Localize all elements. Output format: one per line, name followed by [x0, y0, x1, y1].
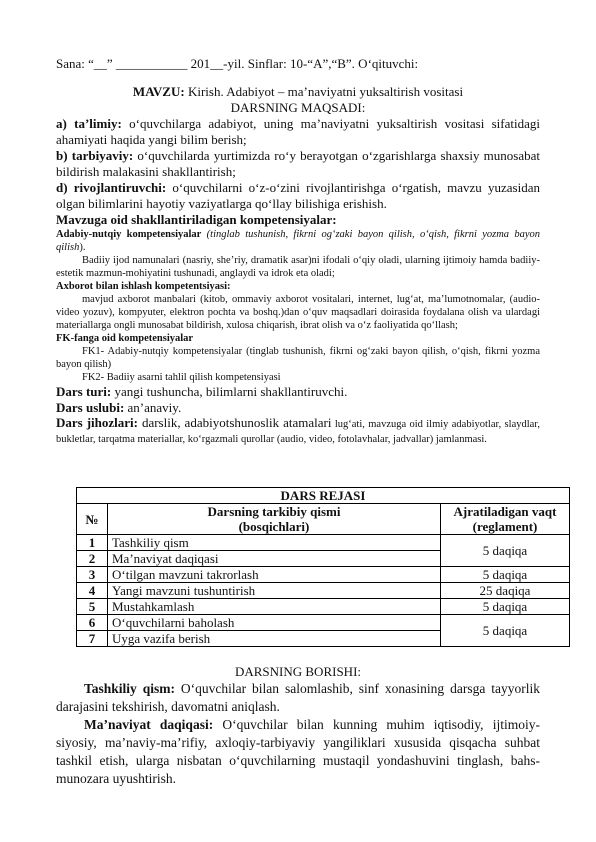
- row-number: 7: [77, 631, 108, 647]
- lesson-type: [56, 384, 540, 400]
- lesson-equipment-text-small: lug‘ati, mavzuga oid ilmiy adabiyotlar, slaydlar, bukletlar, tarqatma materiallar, ko‘rgazmali qurollar (audio, video, fotolavhalar, jadvallar) jamlanmasi.: [56, 419, 541, 445]
- competencies-heading-text: Mavzuga oid shakllantiriladigan kompetensiyalar:: [56, 212, 337, 227]
- literary-competency-text: Badiiy ijod namunalari (nasriy, she’riy, dramatik asar)ni ifodali o‘qiy oladi, ularning ijtimoiy hamda badiiy-estetik mazmun-mohiyatini tushunadi, anglaydi va idrok eta oladi;: [56, 255, 540, 279]
- row-time: 5 daqiqa: [441, 599, 570, 615]
- topic-line: [56, 84, 540, 100]
- literary-competency-end: ).: [79, 242, 86, 253]
- info-competency-label-text: Axborot bilan ishlash kompetentsiyasi:: [56, 281, 231, 292]
- literary-competency-italic: (tinglab tushunish, fikrni og‘zaki bayon qilish, o‘qish, fikrni yozma bayon qilish: [56, 229, 540, 253]
- progress-heading: DARSNING BORISHI:: [234, 664, 362, 679]
- stage-text: O‘quvchilar bilan salomlashib, sinf xonasining darsga tayyorlik darajasini tekshirish, davomatni aniqlash.: [56, 681, 540, 714]
- col-content-header-line1: Darsning tarkibiy qismi: [207, 504, 341, 519]
- stage-label: Ma’naviyat daqiqasi:: [84, 717, 214, 732]
- goal-developing: [56, 180, 540, 212]
- lesson-type-text: yangi tushuncha, bilimlarni shakllantiruvchi.: [111, 384, 348, 399]
- col-content-header: [108, 504, 441, 535]
- row-stage: Ma’naviyat daqiqasi: [108, 551, 441, 567]
- row-time: 5 daqiqa: [441, 567, 570, 583]
- row-stage: Yangi mavzuni tushuntirish: [108, 583, 441, 599]
- col-time-header-line2: (reglament): [472, 519, 538, 534]
- table-row: [77, 583, 570, 599]
- table-row: [77, 615, 570, 631]
- info-competency-text: mavjud axborot manbalari (kitob, ommaviy axborot vositalari, internet, lug‘at, ma’lumotnomalar, (audio-video yozuv), kompyuter, elektron pochta va boshq.)dan o‘quv maqsadlari doirasida foydalana olish va ulardagi materiallarga ongli munosabat bildirish, xulosa chiqarish, ibrat olish va o‘z faoliyatida qo‘llash;: [56, 294, 540, 331]
- header-line: Sana: “__” ___________ 201__-yil. Sinflar: 10-“A”,“B”. O‘qituvchi:: [56, 56, 419, 71]
- goals-heading: DARSNING MAQSADI:: [230, 100, 366, 115]
- col-time-header: [441, 504, 570, 535]
- row-time: 5 daqiqa: [441, 535, 570, 567]
- row-stage: O‘tilgan mavzuni takrorlash: [108, 567, 441, 583]
- goal-label: b) tarbiyaviy:: [56, 148, 134, 163]
- table-row: [77, 535, 570, 551]
- lesson-method-text: an’anaviy.: [124, 400, 182, 415]
- row-number: 4: [77, 583, 108, 599]
- spacer: [56, 72, 540, 84]
- topic-label: MAVZU:: [132, 84, 185, 99]
- row-stage: Tashkiliy qism: [108, 535, 441, 551]
- col-content-header-line2: (bosqichlari): [238, 519, 310, 534]
- stage-text: O‘quvchilar bilan kunning muhim iqtisodiy, ijtimoiy-siyosiy, ma’naviy-ma’rifiy, axloqiy-tarbiyaviy yangiliklari xususida qisqacha suhbat tashkil etish, ularga nisbatan o‘quvchilarning mustaqil yondashuvini tinglash, bahs-munozara uyushtirish.: [56, 717, 540, 786]
- row-number: 1: [77, 535, 108, 551]
- row-time: 5 daqiqa: [441, 615, 570, 647]
- stage-label: Tashkiliy qism:: [84, 681, 175, 696]
- goal-label: a) ta’limiy:: [56, 116, 122, 131]
- goal-text: o‘quvchilarda yurtimizda ro‘y berayotgan o‘zgarishlarga shaxsiy munosabat bildirish malakasini shakllantirish;: [56, 148, 540, 179]
- goal-upbringing: [56, 148, 540, 180]
- goal-educational: [56, 116, 540, 148]
- stage-spiritual-minute: [56, 716, 540, 788]
- row-stage: Uyga vazifa berish: [108, 631, 441, 647]
- plan-title-row: [77, 488, 570, 504]
- fk2-text: FK2- Badiiy asarni tahlil qilish kompetensiyasi: [82, 372, 281, 383]
- progress-section: [56, 664, 540, 788]
- col-time-header-line1: Ajratiladigan vaqt: [453, 504, 557, 519]
- competencies-heading: [56, 212, 540, 228]
- row-number: 5: [77, 599, 108, 615]
- fk1-text: FK1- Adabiy-nutqiy kompetensiyalar (tinglab tushunish, fikrni og‘zaki bayon qilish, o‘qish, fikrni yozma bayon qilish): [56, 346, 540, 370]
- goal-label: d) rivojlantiruvchi:: [56, 180, 167, 195]
- table-row: [77, 599, 570, 615]
- lesson-equipment: [56, 416, 540, 446]
- row-number: 2: [77, 551, 108, 567]
- row-stage: O‘quvchilarni baholash: [108, 615, 441, 631]
- row-time: 25 daqiqa: [441, 583, 570, 599]
- lesson-equipment-text: darslik, adabiyotshunoslik atamalari: [137, 415, 332, 430]
- subject-competency-label: [56, 332, 540, 345]
- row-number: 6: [77, 615, 108, 631]
- literary-competency-line: [56, 228, 540, 254]
- plan-section: [56, 486, 576, 647]
- table-row: [77, 567, 570, 583]
- lesson-equipment-label: Dars jihozlari:: [56, 415, 138, 430]
- plan-header-row: [77, 504, 570, 535]
- info-competency-label: [56, 280, 540, 293]
- stage-organizational: [56, 680, 540, 716]
- lesson-plan-table: [76, 487, 570, 647]
- row-stage: Mustahkamlash: [108, 599, 441, 615]
- lesson-method: [56, 400, 540, 416]
- subject-competency-label-text: FK-fanga oid kompetensiyalar: [56, 333, 194, 344]
- col-num-header: №: [77, 504, 108, 535]
- goal-text: o‘quvchilarga adabiyot, uning ma’naviyatni yuksaltirish vositasi sifatidagi ahamiyati haqida yangi bilim berish;: [56, 116, 541, 147]
- literary-competency-label: Adabiy-nutqiy kompetensiyalar: [56, 229, 202, 240]
- lesson-method-label: Dars uslubi:: [56, 400, 125, 415]
- row-number: 3: [77, 567, 108, 583]
- goal-text: o‘quvchilarni o‘z-o‘zini rivojlantirishga o‘rgatish, mavzu yuzasidan olgan bilimlarini hayotiy vaziyatlarga qo‘llay bilishiga erishish.: [56, 180, 540, 211]
- lesson-type-label: Dars turi:: [56, 384, 112, 399]
- topic-text: Kirish. Adabiyot – ma’naviyatni yuksaltirish vositasi: [184, 84, 464, 99]
- plan-title: DARS REJASI: [77, 488, 570, 504]
- document-page: [56, 56, 540, 446]
